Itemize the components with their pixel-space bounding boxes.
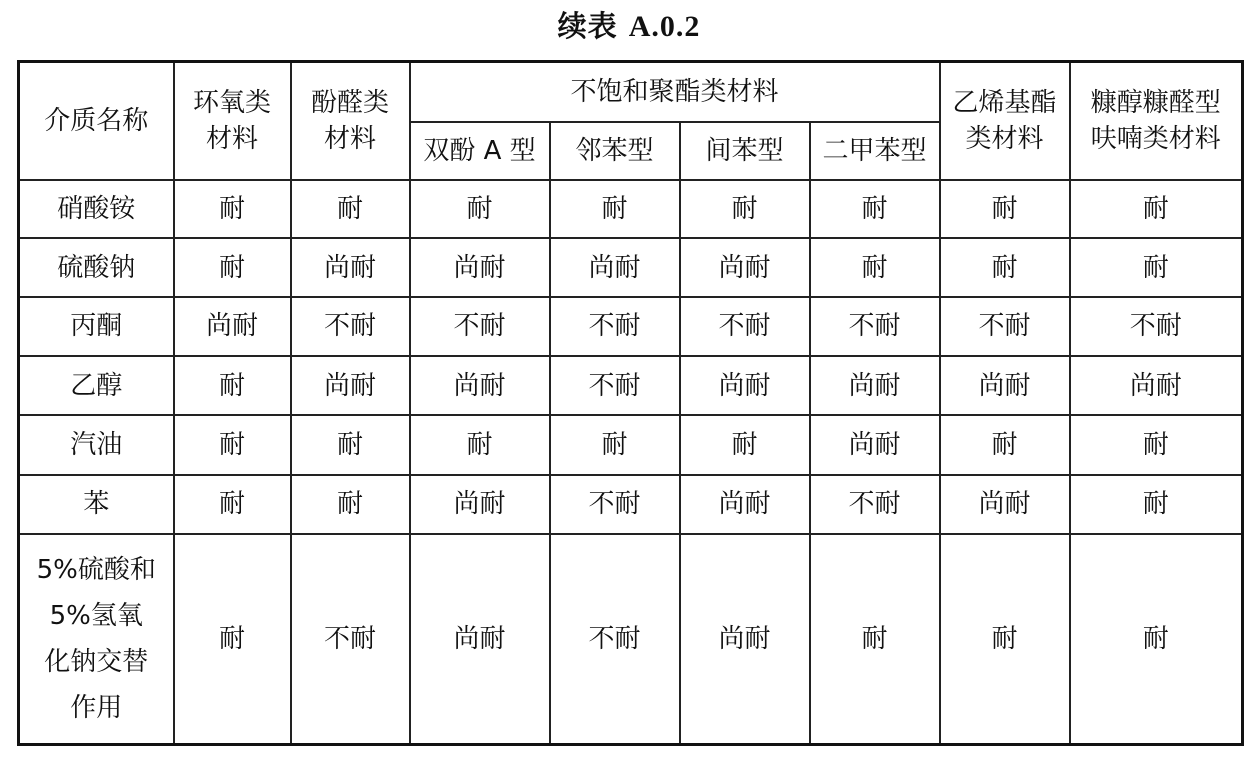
- table-row: [19, 415, 1243, 475]
- cell-value: 不耐: [1070, 297, 1243, 356]
- cell-value: 耐: [1070, 238, 1243, 297]
- cell-value: 不耐: [550, 475, 680, 534]
- header-phenolic: 酚醛类 材料: [291, 62, 410, 180]
- cell-value: 耐: [174, 475, 291, 534]
- cell-value: 不耐: [550, 534, 680, 745]
- cell-value: 耐: [680, 180, 810, 239]
- cell-value: 不耐: [291, 534, 410, 745]
- cell-value: 不耐: [680, 297, 810, 356]
- header-epoxy: 环氧类 材料: [174, 62, 291, 180]
- cell-value: 尚耐: [1070, 356, 1243, 416]
- cell-value: 耐: [1070, 415, 1243, 475]
- cell-value: 尚耐: [940, 475, 1070, 534]
- cell-value: 尚耐: [680, 534, 810, 745]
- cell-value: 耐: [291, 415, 410, 475]
- cell-value: 耐: [410, 415, 550, 475]
- medium-name: 丙酮: [19, 297, 174, 356]
- cell-value: 尚耐: [940, 356, 1070, 416]
- cell-value: 尚耐: [680, 356, 810, 416]
- cell-value: 耐: [940, 534, 1070, 745]
- cell-value: 耐: [174, 534, 291, 745]
- cell-value: 耐: [1070, 475, 1243, 534]
- medium-name: 硝酸铵: [19, 180, 174, 239]
- cell-value: 尚耐: [410, 356, 550, 416]
- subheader-ortho: 邻苯型: [550, 122, 680, 180]
- cell-value: 耐: [174, 356, 291, 416]
- table-row: [19, 475, 1243, 534]
- cell-value: 尚耐: [291, 356, 410, 416]
- table-row: [19, 356, 1243, 416]
- subheader-iso: 间苯型: [680, 122, 810, 180]
- cell-value: 耐: [174, 180, 291, 239]
- cell-value: 耐: [810, 534, 940, 745]
- cell-value: 耐: [1070, 534, 1243, 745]
- cell-value: 尚耐: [680, 475, 810, 534]
- table-row: [19, 297, 1243, 356]
- subheader-bisphenol-a: 双酚 A 型: [410, 122, 550, 180]
- cell-value: 耐: [550, 415, 680, 475]
- cell-value: 耐: [810, 180, 940, 239]
- cell-value: 尚耐: [410, 475, 550, 534]
- subheader-xylene: 二甲苯型: [810, 122, 940, 180]
- header-medium: 介质名称: [19, 62, 174, 180]
- table-title-prefix: 续表: [557, 9, 618, 43]
- cell-value: 尚耐: [291, 238, 410, 297]
- cell-value: 耐: [174, 415, 291, 475]
- cell-value: 耐: [291, 475, 410, 534]
- header-furan: 糠醇糠醛型 呋喃类材料: [1070, 62, 1243, 180]
- medium-name: 5%硫酸和 5%氢氧 化钠交替 作用: [19, 534, 174, 745]
- cell-value: 尚耐: [810, 356, 940, 416]
- cell-value: 不耐: [550, 356, 680, 416]
- table-row: [19, 180, 1243, 239]
- cell-value: 耐: [940, 180, 1070, 239]
- cell-value: 尚耐: [550, 238, 680, 297]
- header-row: [19, 62, 1243, 122]
- cell-value: 尚耐: [410, 534, 550, 745]
- table-row: [19, 534, 1243, 745]
- cell-value: 不耐: [291, 297, 410, 356]
- medium-name: 苯: [19, 475, 174, 534]
- medium-name: 汽油: [19, 415, 174, 475]
- cell-value: 不耐: [940, 297, 1070, 356]
- cell-value: 耐: [940, 238, 1070, 297]
- medium-name: 硫酸钠: [19, 238, 174, 297]
- table-title: [0, 6, 1258, 46]
- cell-value: 尚耐: [174, 297, 291, 356]
- cell-value: 尚耐: [680, 238, 810, 297]
- cell-value: 耐: [410, 180, 550, 239]
- table-title-number: A.0.2: [628, 10, 701, 43]
- cell-value: 耐: [174, 238, 291, 297]
- cell-value: 耐: [1070, 180, 1243, 239]
- cell-value: 不耐: [810, 475, 940, 534]
- cell-value: 尚耐: [410, 238, 550, 297]
- header-vinyl-ester: 乙烯基酯 类材料: [940, 62, 1070, 180]
- cell-value: 不耐: [410, 297, 550, 356]
- cell-value: 耐: [940, 415, 1070, 475]
- cell-value: 尚耐: [810, 415, 940, 475]
- cell-value: 不耐: [810, 297, 940, 356]
- cell-value: 耐: [680, 415, 810, 475]
- table-row: [19, 238, 1243, 297]
- chemical-resistance-table: [17, 60, 1244, 746]
- cell-value: 耐: [291, 180, 410, 239]
- cell-value: 不耐: [550, 297, 680, 356]
- cell-value: 耐: [810, 238, 940, 297]
- cell-value: 耐: [550, 180, 680, 239]
- header-unsaturated-polyester: 不饱和聚酯类材料: [410, 62, 940, 122]
- medium-name: 乙醇: [19, 356, 174, 416]
